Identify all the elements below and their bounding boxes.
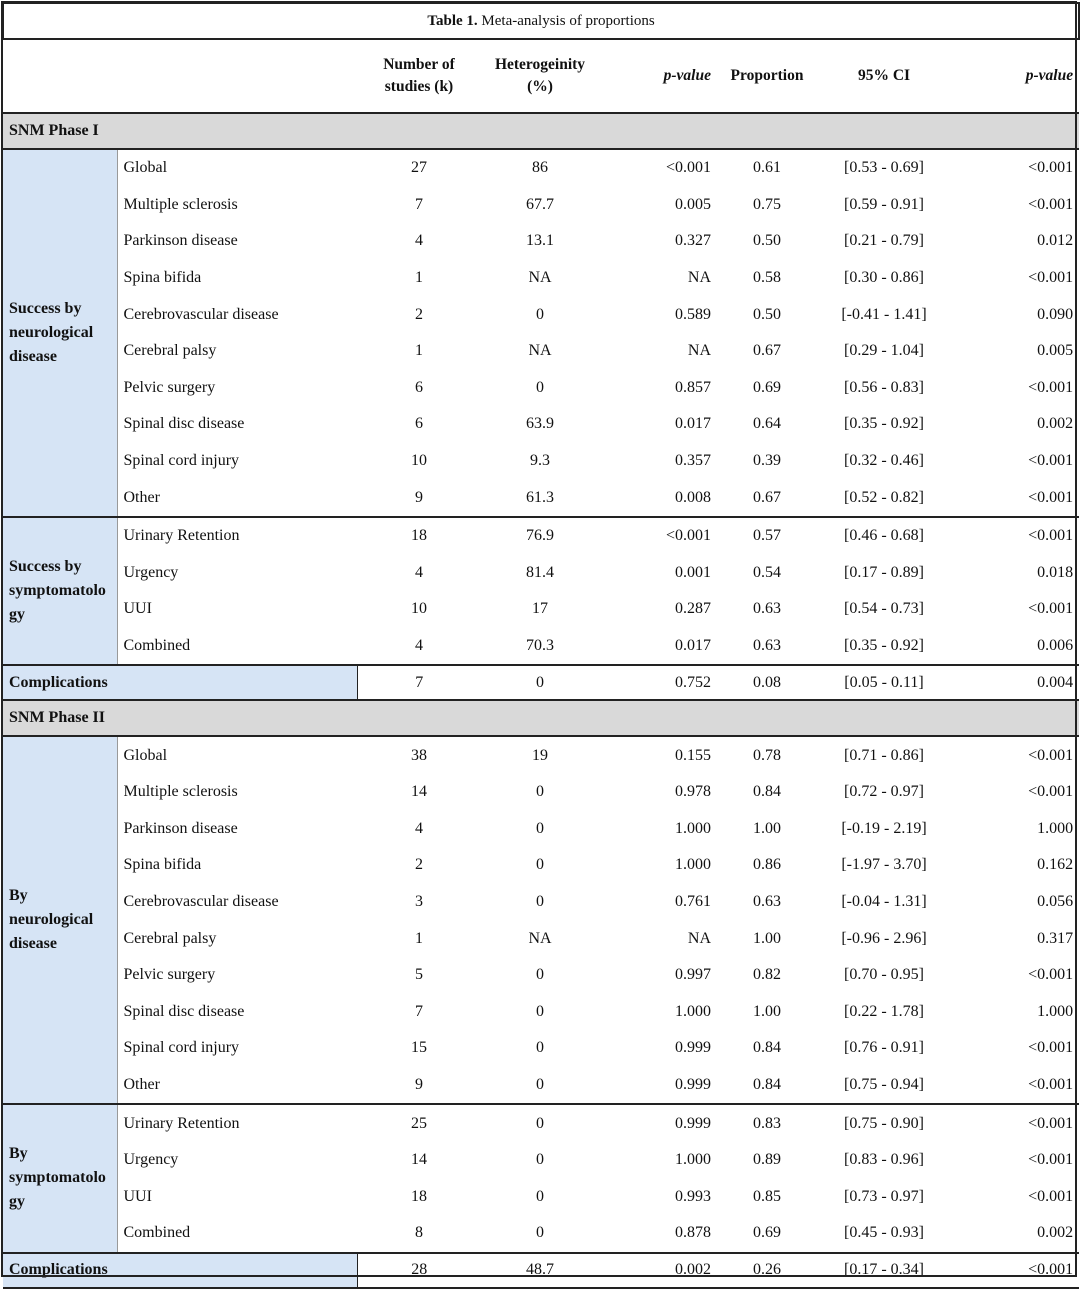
cell-proportion: 0.67 [753,342,781,360]
cell-ci: [0.71 - 0.86] [844,746,924,764]
meta-analysis-table [2,2,1080,1289]
table-row [3,1215,1079,1253]
table-title-label: Table 1. [427,12,478,29]
row-label: Cerebrovascular disease [123,892,279,910]
cell-studies: 9 [357,1067,481,1105]
cell-pvalue-proportion: <0.001 [951,1067,1079,1105]
cell-proportion: 0.89 [753,1151,781,1169]
cell-heterogeneity: NA [528,342,552,360]
cell-heterogeneity: 0 [536,892,544,910]
cell-pvalue-heterogeneity: 0.589 [675,305,711,323]
cell-heterogeneity: 19 [532,746,548,764]
header-studies: Number of studies (k) [357,39,481,113]
cell-studies: 15 [411,1039,427,1057]
cell-studies: 2 [415,305,423,323]
header-ci: 95% CI [817,39,951,113]
cell-pvalue-heterogeneity: 0.878 [599,1215,717,1253]
table-title [3,3,1079,39]
cell-proportion: 0.86 [753,856,781,874]
cell-pvalue-proportion: <0.001 [1028,966,1074,984]
cell-pvalue-proportion: 0.004 [951,665,1079,700]
cell-ci: [0.32 - 0.46] [844,452,924,470]
cell-pvalue-heterogeneity: 0.005 [675,195,711,213]
cell-studies: 7 [415,1002,423,1020]
cell-ci: [0.70 - 0.95] [844,966,924,984]
cell-pvalue-heterogeneity: 1.000 [675,1002,711,1020]
cell-pvalue-heterogeneity: 0.997 [675,966,711,984]
cell-pvalue-proportion: <0.001 [951,1253,1079,1288]
cell-pvalue-heterogeneity: 0.999 [675,1114,711,1132]
cell-pvalue-proportion: <0.001 [1028,527,1074,545]
table-row [3,811,1079,848]
cell-heterogeneity: 0 [536,819,544,837]
cell-heterogeneity: 76.9 [526,527,554,545]
table-row [3,479,1079,517]
cell-heterogeneity: 9.3 [530,452,550,470]
cell-pvalue-heterogeneity: 1.000 [675,819,711,837]
cell-studies: 8 [357,1215,481,1253]
cell-pvalue-heterogeneity: NA [687,269,711,287]
cell-proportion: 0.78 [753,746,781,764]
table-row [3,517,1079,555]
cell-studies: 4 [415,819,423,837]
cell-studies: 9 [357,479,481,517]
row-label: Combined [117,1215,357,1253]
cell-pvalue-heterogeneity: 0.008 [599,479,717,517]
cell-proportion: 1.00 [753,819,781,837]
cell-pvalue-proportion: 0.056 [1037,892,1074,910]
cell-pvalue-proportion: <0.001 [1028,1039,1074,1057]
row-label: Spinal cord injury [123,1039,240,1057]
cell-pvalue-proportion: <0.001 [1028,1114,1074,1132]
cell-proportion: 0.39 [753,452,781,470]
row-label: Spinal disc disease [123,415,245,433]
cell-studies: 7 [415,195,423,213]
cell-heterogeneity: 0 [481,1067,599,1105]
cell-proportion: 0.82 [753,966,781,984]
table-row [3,187,1079,224]
cell-ci: [0.17 - 0.89] [844,563,924,581]
cell-studies: 4 [415,232,423,250]
cell-pvalue-heterogeneity: 0.993 [675,1187,711,1205]
cell-studies: 10 [411,600,427,618]
cell-pvalue-heterogeneity: NA [687,342,711,360]
table-row [3,223,1079,260]
row-label: Spina bifida [123,269,202,287]
table-row [3,1104,1079,1142]
cell-pvalue-proportion: 0.018 [1037,563,1074,581]
cell-pvalue-heterogeneity: 0.017 [599,628,717,666]
cell-heterogeneity: 81.4 [526,563,554,581]
cell-pvalue-proportion: <0.001 [1028,1187,1074,1205]
complications-label: Complications [3,665,357,700]
cell-proportion: 1.00 [753,1002,781,1020]
cell-ci: [-0.04 - 1.31] [841,892,927,910]
row-label: Cerebral palsy [123,342,217,360]
cell-heterogeneity: 0 [481,1215,599,1253]
table-row [3,296,1079,333]
table-row [3,774,1079,811]
cell-proportion: 0.63 [753,600,781,618]
table-row [3,1067,1079,1105]
cell-ci: [0.17 - 0.34] [817,1253,951,1288]
table-row [3,555,1079,592]
cell-pvalue-proportion: 0.317 [1037,929,1074,947]
cell-pvalue-proportion: 0.090 [1037,305,1074,323]
cell-ci: [0.54 - 0.73] [844,600,924,618]
table-row [3,993,1079,1030]
cell-ci: [0.30 - 0.86] [844,269,924,287]
row-label: Urgency [123,563,179,581]
cell-heterogeneity: 0 [536,783,544,801]
cell-heterogeneity: 0 [481,665,599,700]
table-header-row [3,39,1079,113]
row-label: Spina bifida [123,856,202,874]
row-label: Parkinson disease [123,232,238,250]
cell-ci: [0.83 - 0.96] [844,1151,924,1169]
cell-proportion: 0.63 [753,892,781,910]
cell-studies: 4 [357,628,481,666]
row-label: Multiple sclerosis [123,783,238,801]
cell-heterogeneity: 0 [536,1002,544,1020]
row-label: Cerebrovascular disease [123,305,279,323]
table-row [3,884,1079,921]
row-label: Other [117,1067,357,1105]
cell-ci: [0.75 - 0.90] [844,1114,924,1132]
cell-pvalue-proportion: 0.162 [1037,856,1074,874]
cell-pvalue-proportion: 0.005 [1037,342,1074,360]
cell-studies: 1 [415,269,423,287]
cell-proportion: 0.08 [717,665,817,700]
cell-proportion: 0.84 [753,1039,781,1057]
cell-ci: [-0.41 - 1.41] [841,305,927,323]
cell-proportion: 0.26 [717,1253,817,1288]
cell-ci: [0.21 - 0.79] [844,232,924,250]
cell-proportion: 0.50 [753,232,781,250]
cell-pvalue-proportion: <0.001 [951,479,1079,517]
row-label: UUI [123,600,152,618]
phase-label: SNM Phase I [3,113,1079,149]
phase-row [3,700,1079,736]
cell-ci: [0.56 - 0.83] [844,378,924,396]
cell-pvalue-heterogeneity: 1.000 [675,856,711,874]
cell-studies: 4 [415,563,423,581]
cell-pvalue-heterogeneity: <0.001 [665,159,711,177]
cell-heterogeneity: 0 [536,305,544,323]
cell-heterogeneity: 86 [532,159,548,177]
cell-pvalue-heterogeneity: 0.999 [599,1067,717,1105]
cell-ci: [0.59 - 0.91] [844,195,924,213]
cell-pvalue-proportion: 0.006 [951,628,1079,666]
cell-heterogeneity: NA [528,929,552,947]
cell-pvalue-proportion: <0.001 [1028,452,1074,470]
header-pvalue-proportion: p-value [951,39,1079,113]
cell-pvalue-proportion: <0.001 [1028,159,1074,177]
header-blank-group [3,39,117,113]
cell-pvalue-heterogeneity: 0.017 [675,415,711,433]
cell-heterogeneity: NA [528,269,552,287]
cell-proportion: 0.63 [717,628,817,666]
cell-studies: 3 [415,892,423,910]
cell-studies: 1 [415,929,423,947]
cell-studies: 14 [411,1151,427,1169]
cell-heterogeneity: 0 [536,856,544,874]
cell-ci: [0.22 - 1.78] [844,1002,924,1020]
cell-ci: [0.73 - 0.97] [844,1187,924,1205]
cell-pvalue-heterogeneity: 0.001 [675,563,711,581]
cell-ci: [0.29 - 1.04] [844,342,924,360]
complications-label: Complications [3,1253,357,1288]
complications-row [3,1253,1079,1288]
row-label: Multiple sclerosis [123,195,238,213]
row-label: Spinal cord injury [123,452,240,470]
cell-proportion: 0.50 [753,305,781,323]
row-label: Global [123,746,168,764]
cell-ci: [0.53 - 0.69] [844,159,924,177]
row-label: Parkinson disease [123,819,238,837]
cell-heterogeneity: 17 [532,600,548,618]
cell-heterogeneity: 63.9 [526,415,554,433]
row-label: Urgency [123,1151,179,1169]
row-label: Spinal disc disease [123,1002,245,1020]
row-label: Pelvic surgery [123,378,216,396]
cell-proportion: 1.00 [753,929,781,947]
row-label: Other [117,479,357,517]
table-row [3,847,1079,884]
header-proportion: Proportion [717,39,817,113]
row-label: Urinary Retention [123,527,240,545]
cell-heterogeneity: 48.7 [481,1253,599,1288]
table-row [3,1030,1079,1067]
header-blank-label [117,39,357,113]
cell-studies: 10 [411,452,427,470]
cell-pvalue-heterogeneity: 0.155 [675,746,711,764]
row-label: Pelvic surgery [123,966,216,984]
cell-heterogeneity: 0 [536,1039,544,1057]
table-row [3,1142,1079,1179]
table-row [3,443,1079,480]
cell-proportion: 0.54 [753,563,781,581]
cell-pvalue-heterogeneity: 0.357 [675,452,711,470]
row-label: Global [123,159,168,177]
cell-heterogeneity: 0 [536,1151,544,1169]
cell-proportion: 0.58 [753,269,781,287]
cell-heterogeneity: 0 [536,1114,544,1132]
cell-studies: 1 [415,342,423,360]
cell-heterogeneity: 61.3 [481,479,599,517]
table-title-row [3,3,1079,39]
cell-proportion: 0.67 [717,479,817,517]
cell-studies: 38 [411,746,427,764]
cell-pvalue-heterogeneity: <0.001 [665,527,711,545]
cell-ci: [-0.19 - 2.19] [841,819,927,837]
cell-heterogeneity: 0 [536,378,544,396]
cell-heterogeneity: 0 [536,1187,544,1205]
cell-pvalue-proportion: <0.001 [1028,600,1074,618]
row-label: Combined [117,628,357,666]
cell-studies: 14 [411,783,427,801]
table-row [3,260,1079,297]
cell-proportion: 0.69 [753,378,781,396]
table-row [3,370,1079,407]
table-row [3,1178,1079,1215]
cell-studies: 27 [411,159,427,177]
cell-ci: [0.35 - 0.92] [817,628,951,666]
table-row [3,736,1079,774]
header-heterogeneity: Heterogeinity (%) [481,39,599,113]
table-row [3,957,1079,994]
cell-pvalue-heterogeneity: 0.287 [675,600,711,618]
cell-ci: [0.05 - 0.11] [817,665,951,700]
cell-ci: [0.75 - 0.94] [817,1067,951,1105]
cell-pvalue-proportion: <0.001 [1028,746,1074,764]
cell-heterogeneity: 67.7 [526,195,554,213]
cell-studies: 7 [357,665,481,700]
cell-pvalue-proportion: 0.012 [1037,232,1074,250]
cell-pvalue-heterogeneity: 0.978 [675,783,711,801]
cell-ci: [0.35 - 0.92] [844,415,924,433]
group-label: Success by neurological disease [3,149,117,517]
phase-label: SNM Phase II [3,700,1079,736]
cell-pvalue-heterogeneity: 0.327 [675,232,711,250]
cell-proportion: 0.84 [753,783,781,801]
cell-pvalue-heterogeneity: 0.761 [675,892,711,910]
cell-ci: [0.46 - 0.68] [844,527,924,545]
cell-studies: 5 [415,966,423,984]
cell-heterogeneity: 0 [536,966,544,984]
table-row [3,149,1079,187]
cell-studies: 25 [411,1114,427,1132]
cell-pvalue-proportion: <0.001 [1028,378,1074,396]
cell-pvalue-proportion: 1.000 [1037,819,1074,837]
cell-pvalue-proportion: <0.001 [1028,783,1074,801]
cell-pvalue-heterogeneity: NA [687,929,711,947]
cell-proportion: 0.64 [753,415,781,433]
cell-ci: [0.52 - 0.82] [817,479,951,517]
cell-pvalue-proportion: <0.001 [1028,1151,1074,1169]
table-row [3,920,1079,957]
group-label: By symptomatolo gy [3,1104,117,1252]
cell-pvalue-heterogeneity: 0.857 [675,378,711,396]
header-pvalue-heterogeneity: p-value [599,39,717,113]
row-label: Cerebral palsy [123,929,217,947]
cell-proportion: 0.83 [753,1114,781,1132]
cell-pvalue-proportion: <0.001 [1028,195,1074,213]
cell-heterogeneity: 70.3 [481,628,599,666]
cell-studies: 18 [411,1187,427,1205]
row-label: UUI [123,1187,152,1205]
cell-heterogeneity: 13.1 [526,232,554,250]
cell-ci: [0.76 - 0.91] [844,1039,924,1057]
cell-pvalue-proportion: 0.002 [951,1215,1079,1253]
cell-ci: [0.45 - 0.93] [817,1215,951,1253]
phase-row [3,113,1079,149]
cell-studies: 28 [357,1253,481,1288]
group-label: Success by symptomatolo gy [3,517,117,665]
cell-pvalue-heterogeneity: 0.752 [599,665,717,700]
cell-pvalue-heterogeneity: 0.999 [675,1039,711,1057]
cell-studies: 18 [411,527,427,545]
cell-studies: 2 [415,856,423,874]
cell-ci: [-0.96 - 2.96] [841,929,927,947]
table-row [3,591,1079,628]
cell-proportion: 0.69 [717,1215,817,1253]
cell-pvalue-proportion: <0.001 [1028,269,1074,287]
cell-studies: 6 [415,378,423,396]
cell-proportion: 0.61 [753,159,781,177]
cell-studies: 6 [415,415,423,433]
cell-proportion: 0.57 [753,527,781,545]
cell-ci: [0.72 - 0.97] [844,783,924,801]
table-row [3,333,1079,370]
cell-proportion: 0.85 [753,1187,781,1205]
table-title-text: Meta-analysis of proportions [477,12,655,29]
group-label: By neurological disease [3,736,117,1104]
cell-pvalue-heterogeneity: 0.002 [599,1253,717,1288]
cell-ci: [-1.97 - 3.70] [841,856,927,874]
cell-pvalue-proportion: 1.000 [1037,1002,1074,1020]
table-row [3,628,1079,666]
table-row [3,406,1079,443]
cell-proportion: 0.84 [717,1067,817,1105]
cell-proportion: 0.75 [753,195,781,213]
complications-row [3,665,1079,700]
cell-pvalue-proportion: 0.002 [1037,415,1074,433]
cell-pvalue-heterogeneity: 1.000 [675,1151,711,1169]
row-label: Urinary Retention [123,1114,240,1132]
